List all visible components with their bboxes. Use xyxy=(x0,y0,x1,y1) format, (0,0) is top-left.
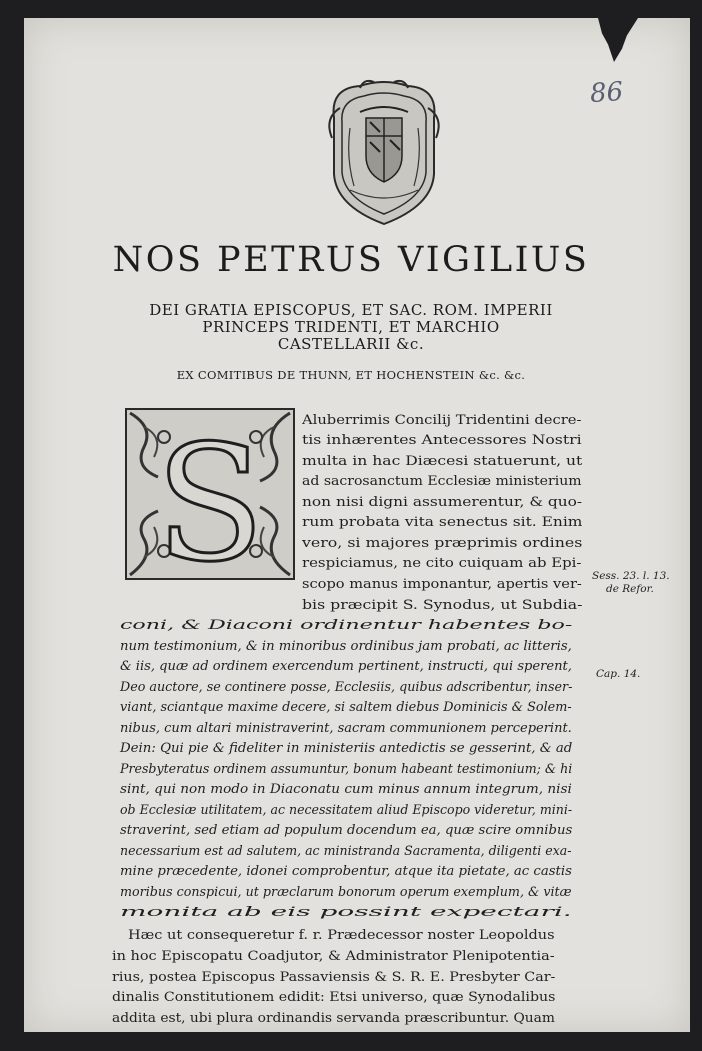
margin-note: de Refor. xyxy=(606,583,654,595)
body-line: & iis, quæ ad ordinem exercendum pertinent, instructi, qui sperent, xyxy=(120,659,572,674)
body-line: rius, postea Episcopus Passaviensis & S. R. E. Presbyter Car- xyxy=(112,970,556,985)
body-line: ob Ecclesiæ utilitatem, ac necessitatem aliud Episcopo videretur, mini- xyxy=(120,803,573,818)
body-line: coni, & Diaconi ordinentur habentes bo- xyxy=(120,618,573,633)
inked-page-number: 86 xyxy=(588,76,625,110)
body-line: non nisi digni assumerentur, & quo- xyxy=(302,495,583,510)
subtitle-line: DEI GRATIA EPISCOPUS, ET SAC. ROM. IMPERII xyxy=(149,301,553,319)
coat-of-arms-emblem xyxy=(320,78,448,226)
body-line: vero, si majores præprimis ordines xyxy=(302,536,583,551)
subtitle-line: PRINCEPS TRIDENTI, ET MARCHIO xyxy=(202,318,500,336)
body-line: Deo auctore, se continere posse, Ecclesiis, quibus adscribentur, inser- xyxy=(120,680,573,695)
body-line: multa in hac Diæcesi statuerunt, ut xyxy=(302,454,583,469)
body-line: monita ab eis possint expectari. xyxy=(120,905,572,920)
margin-note: Cap. 14. xyxy=(596,668,641,680)
body-line: Presbyteratus ordinem assumuntur, bonum habeant testimonium; & hi xyxy=(120,762,573,777)
body-line: sint, qui non modo in Diaconatu cum minus annum integrum, nisi xyxy=(120,782,572,797)
drop-cap-letter: S xyxy=(155,410,265,581)
body-line: respiciamus, ne cito cuiquam ab Epi- xyxy=(302,556,582,571)
body-line: viant, sciantque maxime decere, si saltem diebus Dominicis & Solem- xyxy=(120,700,572,715)
body-line: mine præcedente, idonei comprobentur, atque ita pietate, ac castis xyxy=(120,864,572,879)
body-line: ad sacrosanctum Ecclesiæ ministerium xyxy=(302,474,582,489)
body-line: tis inhærentes Antecessores Nostri xyxy=(302,433,582,448)
document-title: NOS PETRUS VIGILIUS xyxy=(112,240,590,280)
body-line: rum probata vita senectus sit. Enim xyxy=(302,515,583,530)
body-line: num testimonium, & in minoribus ordinibus jam probati, ac litteris, xyxy=(120,639,572,654)
body-line: in hoc Episcopatu Coadjutor, & Administrator Plenipotentia- xyxy=(112,949,555,964)
body-line: moribus conspicui, ut præclarum bonorum operum exemplum, & vitæ xyxy=(120,885,572,900)
body-line: bis præcipit S. Synodus, ut Subdia- xyxy=(302,598,583,613)
body-line: dinalis Constitutionem edidit: Etsi universo, quæ Synodalibus xyxy=(112,990,556,1005)
body-line: Dein: Qui pie & fideliter in ministeriis antedictis se gesserint, & ad xyxy=(120,741,573,756)
subtitle-line: CASTELLARII &c. xyxy=(277,335,425,353)
body-line: scopo manus imponantur, apertis ver- xyxy=(302,577,582,592)
body-line: straverint, sed etiam ad populum docendum ea, quæ scire omnibus xyxy=(120,823,573,838)
body-line: consti- xyxy=(512,1033,557,1048)
family-line: EX COMITIBUS DE THUNN, ET HOCHENSTEIN &c. &c. xyxy=(176,368,526,382)
body-line: Aluberrimis Concilij Tridentini decre- xyxy=(302,413,582,428)
margin-note: Sess. 23. l. 13. xyxy=(592,570,670,582)
body-line: nibus, cum altari ministraverint, sacram communionem perceperint. xyxy=(120,721,572,736)
subtitle-block xyxy=(0,302,702,353)
body-line: necessarium est ad salutem, ac ministranda Sacramenta, diligenti exa- xyxy=(120,844,572,859)
decorated-initial-s xyxy=(124,407,296,581)
body-line: addita est, ubi plura ordinandis servanda præscribuntur. Quam xyxy=(112,1011,555,1026)
body-line: Hæc ut consequeretur f. r. Prædecessor noster Leopoldus xyxy=(128,928,555,943)
